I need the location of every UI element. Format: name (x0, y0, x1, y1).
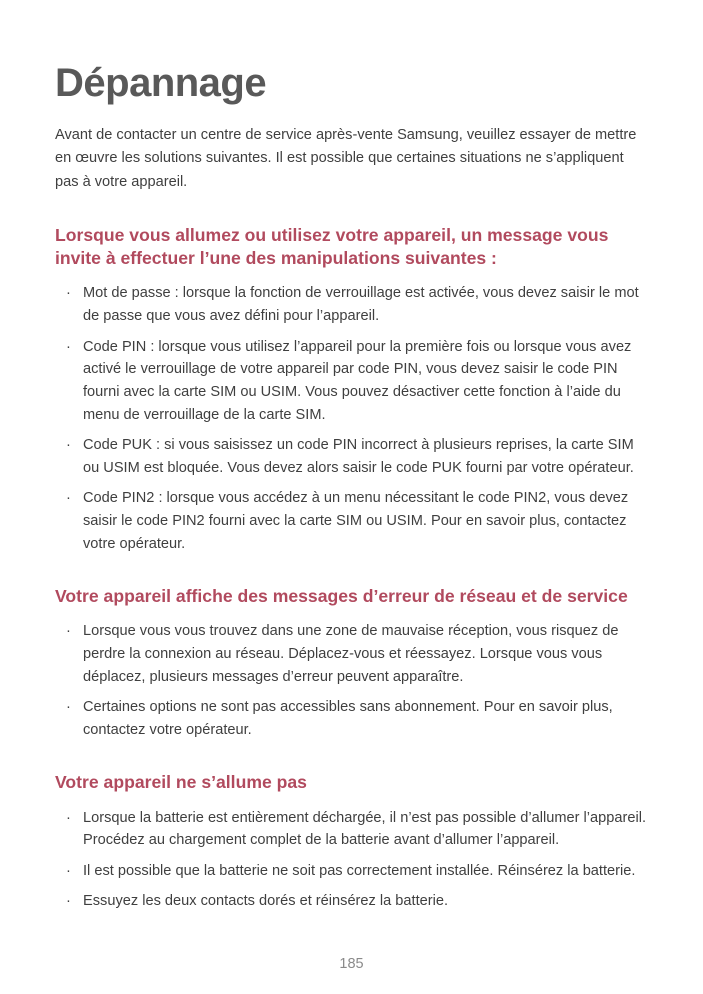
bullet-icon: · (66, 862, 71, 879)
bullet-icon: · (66, 893, 71, 910)
list-item (55, 282, 648, 327)
bullet-icon: · (66, 809, 71, 826)
bullet-text: Code PIN2 : lorsque vous accédez à un menu nécessitant le code PIN2, vous devez saisir le code PIN2 fourni avec la carte SIM ou USIM. Pour en savoir plus, contactez votre opérateur. (83, 490, 629, 552)
bullet-icon: · (66, 623, 71, 640)
bullet-icon: · (66, 285, 71, 302)
bullet-icon: · (66, 699, 71, 716)
list-item (55, 696, 648, 741)
bullet-text: Certaines options ne sont pas accessibles sans abonnement. Pour en savoir plus, contactez votre opérateur. (83, 699, 613, 738)
bullet-text: Lorsque la batterie est entièrement déchargée, il n’est pas possible d’allumer l’appareil. Procédez au chargement complet de la batterie avant d’allumer l’appareil. (83, 809, 646, 849)
page-number: 185 (339, 956, 364, 972)
bullet-text: Essuyez les deux contacts dorés et réinsérez la batterie. (83, 893, 449, 910)
bullet-text: Mot de passe : lorsque la fonction de verrouillage est activée, vous devez saisir le mot de passe que vous avez défini pour l’appareil. (83, 285, 639, 325)
list-item (55, 434, 648, 479)
bullet-list (55, 807, 648, 913)
bullet-text: Code PUK : si vous saisissez un code PIN incorrect à plusieurs reprises, la carte SIM ou USIM est bloquée. Vous devez alors saisir le code PUK fourni par votre opérateur. (83, 437, 634, 476)
list-item (55, 890, 648, 913)
section-heading: Votre appareil affiche des messages d’erreur de réseau et de service (55, 586, 628, 607)
section-startup-messages (55, 224, 648, 555)
bullet-icon: · (66, 437, 71, 454)
intro-paragraph: Avant de contacter un centre de service après-vente Samsung, veuillez essayer de mettre en œuvre les solutions suivantes. Il est possible que certaines situations ne s’appliquent pas à votre appareil. (55, 127, 637, 190)
section-device-wont-turn-on (55, 771, 648, 913)
list-item (55, 860, 648, 883)
list-item (55, 336, 648, 426)
section-heading: Lorsque vous allumez ou utilisez votre appareil, un message vous invite à effectuer l’une des manipulations suivantes : (55, 225, 609, 269)
page-title: Dépannage (55, 61, 267, 105)
bullet-text: Lorsque vous vous trouvez dans une zone de mauvaise réception, vous risquez de perdre la connexion au réseau. Déplacez-vous et réessayez. Lorsque vous vous déplacez, plusieurs messages d’erreur peuvent apparaître. (83, 623, 619, 685)
bullet-icon: · (66, 490, 71, 507)
list-item (55, 620, 648, 688)
bullet-text: Il est possible que la batterie ne soit pas correctement installée. Réinsérez la batterie. (83, 862, 636, 879)
section-network-errors (55, 585, 648, 741)
bullet-list (55, 620, 648, 741)
bullet-text: Code PIN : lorsque vous utilisez l’appareil pour la première fois ou lorsque vous avez activé le verrouillage de votre appareil par code PIN, vous devez saisir le code PIN fourni avec la carte SIM ou USIM. Vous pouvez désactiver cette fonction à l’aide du menu de verrouillage de la carte SIM. (83, 338, 632, 423)
section-heading: Votre appareil ne s’allume pas (55, 772, 307, 793)
list-item (55, 807, 648, 852)
bullet-list (55, 282, 648, 555)
list-item (55, 487, 648, 555)
bullet-icon: · (66, 338, 71, 355)
